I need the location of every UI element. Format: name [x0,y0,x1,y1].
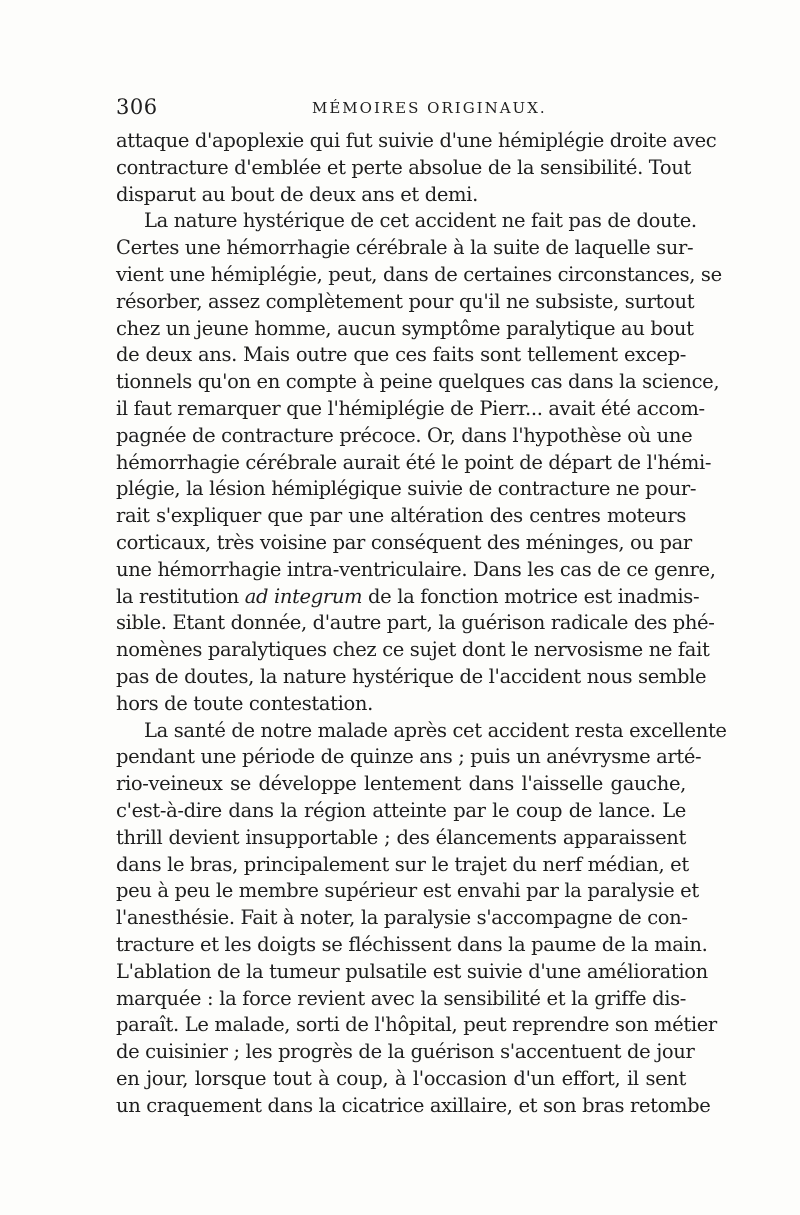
text-line: en jour, lorsque tout à coup, à l'occasion d'un effort, il sent [116,1066,686,1090]
text-line: résorber, assez complètement pour qu'il ne subsiste, surtout [116,289,695,313]
text-line: pendant une période de quinze ans ; puis un anévrysme arté- [116,745,702,769]
text-line: contracture d'emblée et perte absolue de la sensibilité. Tout [116,155,692,179]
text-line: une hémorrhagie intra-ventriculaire. Dans les cas de ce genre, [116,557,716,581]
text-line: paraît. Le malade, sorti de l'hôpital, peut reprendre son métier [116,1013,717,1037]
text-line: rait s'expliquer que par une altération des centres moteurs [116,504,686,528]
page-number: 306 [116,95,158,119]
running-title: MÉMOIRES ORIGINAUX. [312,99,547,117]
text-line: peu à peu le membre supérieur est envahi par la paralysie et [116,879,699,903]
text-line: chez un jeune homme, aucun symptôme paralytique au bout [116,316,694,340]
text-line: rio-veineux se développe lentement dans l'aisselle gauche, [116,772,686,796]
text-line: un craquement dans la cicatrice axillaire, et son bras retombe [116,1093,711,1117]
text-run: de la fonction motrice est inadmis- [362,584,700,608]
text-line: hors de toute contestation. [116,691,373,715]
text-line: pas de doutes, la nature hystérique de l'accident nous semble [116,664,707,688]
text-line: pagnée de contracture précoce. Or, dans l'hypothèse où une [116,423,693,447]
text-run: la restitution [116,584,245,608]
running-head [116,95,686,123]
text-line: marquée : la force revient avec la sensibilité et la griffe dis- [116,986,686,1010]
text-line: attaque d'apoplexie qui fut suivie d'une hémiplégie droite avec [116,129,717,152]
text-line: nomènes paralytiques chez ce sujet dont le nervosisme ne fait [116,638,710,662]
text-line: dans le bras, principalement sur le trajet du nerf médian, et [116,852,689,876]
text-line: hémorrhagie cérébrale aurait été le point de départ de l'hémi- [116,450,712,474]
text-line: La santé de notre malade après cet accident resta excellente [144,718,727,742]
text-line: de deux ans. Mais outre que ces faits sont tellement excep- [116,343,686,367]
text-line: corticaux, très voisine par conséquent des méninges, ou par [116,530,692,554]
text-line: plégie, la lésion hémiplégique suivie de contracture ne pour- [116,477,697,501]
text-line: thrill devient insupportable ; des élancements apparaissent [116,825,686,849]
body-text [116,128,727,1119]
text-line [116,584,700,611]
text-line: La nature hystérique de cet accident ne fait pas de doute. [144,209,697,233]
text-line: il faut remarquer que l'hémiplégie de Pierr... avait été accom- [116,396,705,420]
text-line: sible. Etant donnée, d'autre part, la guérison radicale des phé- [116,611,715,635]
text-line: tracture et les doigts se fléchissent dans la paume de la main. [116,932,708,956]
latin-phrase: ad integrum [244,584,363,608]
text-line: disparut au bout de deux ans et demi. [116,182,478,206]
text-line: Certes une hémorrhagie cérébrale à la suite de laquelle sur- [116,236,694,260]
text-line: l'anesthésie. Fait à noter, la paralysie s'accompagne de con- [116,906,688,930]
text-line: de cuisinier ; les progrès de la guérison s'accentuent de jour [116,1040,695,1064]
text-line: L'ablation de la tumeur pulsatile est suivie d'une amélioration [116,959,708,983]
text-line: c'est-à-dire dans la région atteinte par le coup de lance. Le [116,798,686,822]
text-line: vient une hémiplégie, peut, dans de certaines circonstances, se [116,262,722,286]
text-line: tionnels qu'on en compte à peine quelques cas dans la science, [116,370,720,394]
